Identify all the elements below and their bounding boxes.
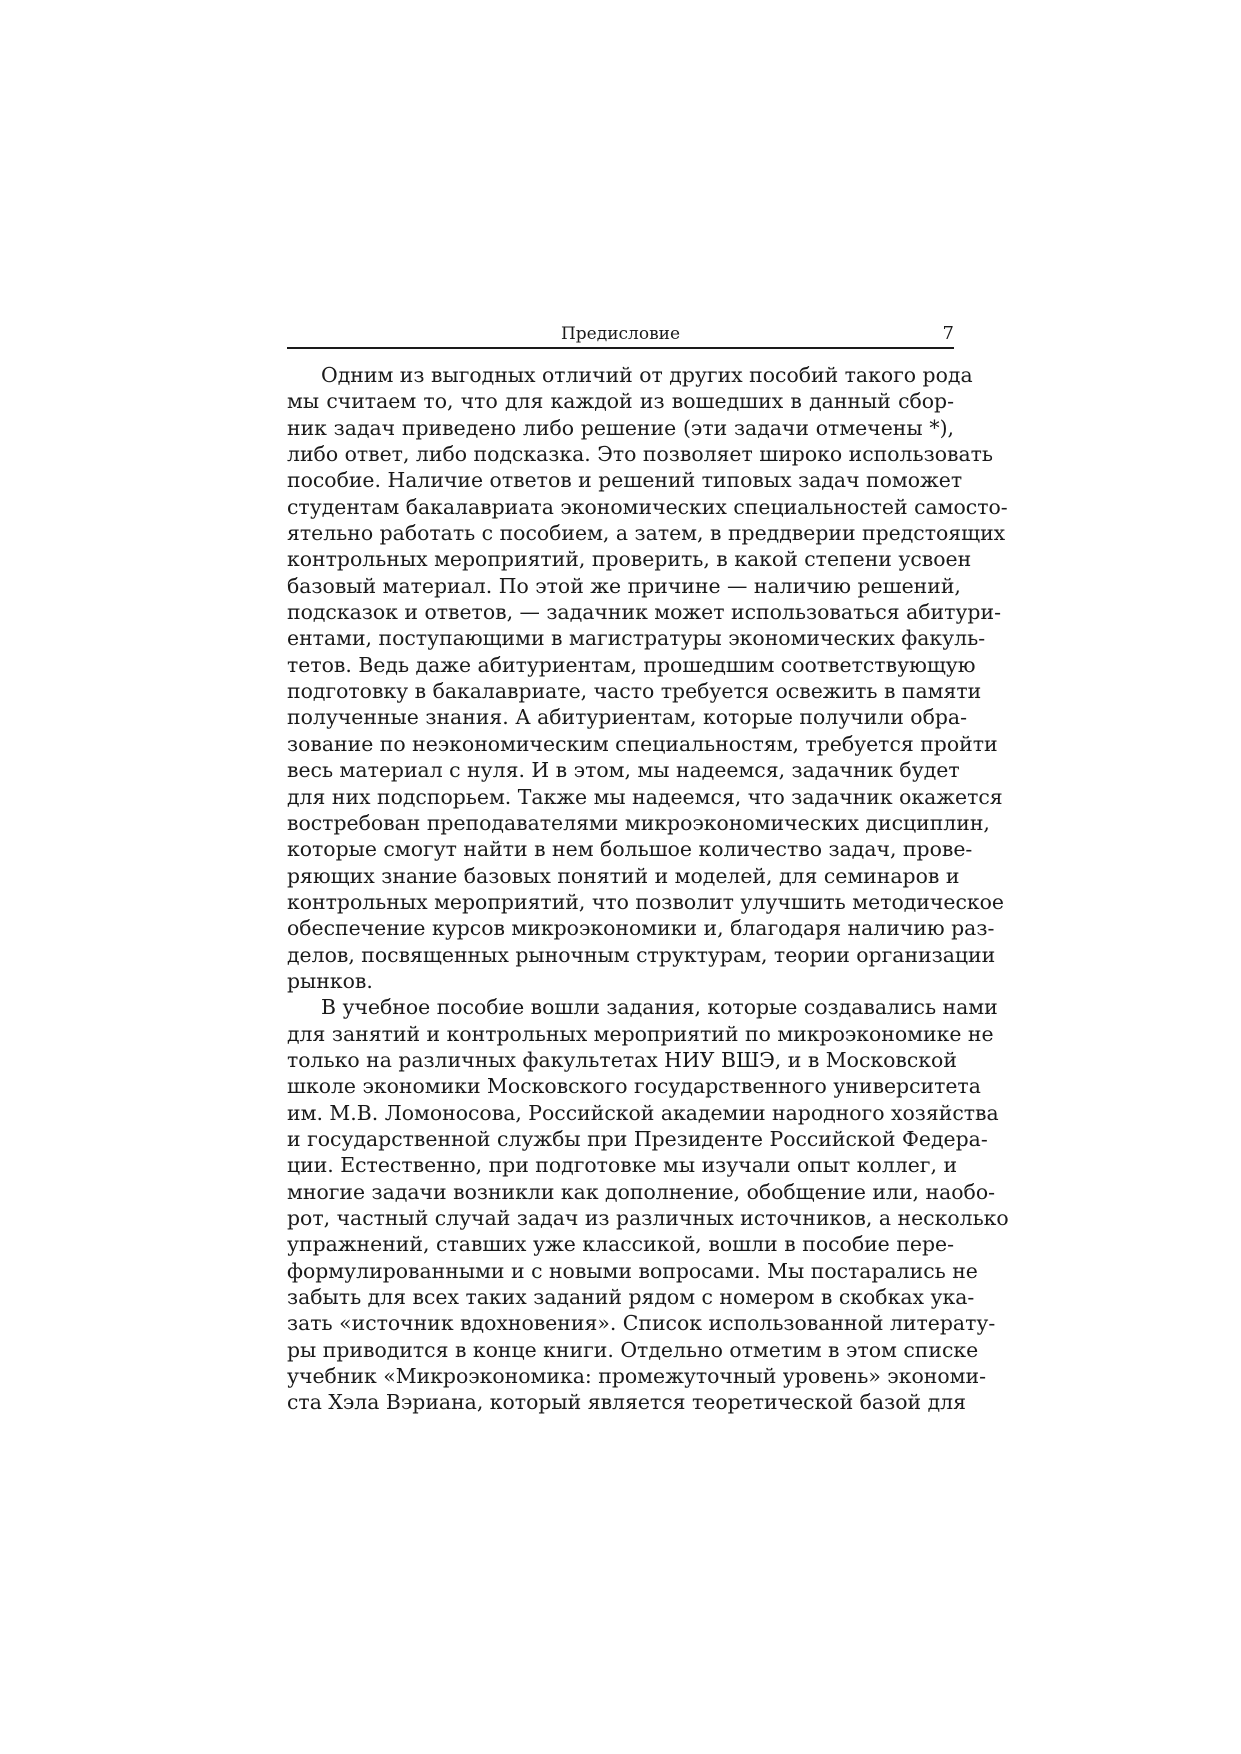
text-line: подготовку в бакалавриате, часто требуется освежить в памяти bbox=[287, 679, 982, 704]
text-line: им. М.В. Ломоносова, Российской академии народного хозяйства bbox=[287, 1100, 999, 1125]
text-line: мы считаем то, что для каждой из вошедших в данный сбор- bbox=[287, 389, 954, 414]
text-line: весь материал с нуля. И в этом, мы надеемся, задачник будет bbox=[287, 758, 960, 783]
running-title: Предисловие bbox=[560, 324, 681, 344]
text-line: упражнений, ставших уже классикой, вошли в пособие пере- bbox=[287, 1232, 954, 1257]
text-line: ник задач приведено либо решение (эти задачи отмечены *), bbox=[287, 415, 954, 440]
text-line: востребован преподавателями микроэкономических дисциплин, bbox=[287, 810, 990, 835]
text-line: многие задачи возникли как дополнение, обобщение или, наобо- bbox=[287, 1179, 995, 1204]
text-line: только на различных факультетах НИУ ВШЭ, и в Московской bbox=[287, 1047, 957, 1072]
text-line: зать «источник вдохновения». Список использованной литерату- bbox=[287, 1311, 996, 1336]
text-line: ряющих знание базовых понятий и моделей, для семинаров и bbox=[287, 863, 960, 888]
text-line: ентами, поступающими в магистратуры экономических факуль- bbox=[287, 626, 986, 651]
text-line: студентам бакалавриата экономических специальностей самосто- bbox=[287, 494, 1008, 519]
text-line: ры приводится в конце книги. Отдельно отметим в этом списке bbox=[287, 1337, 979, 1362]
text-line: для занятий и контрольных мероприятий по микроэкономике не bbox=[287, 1021, 994, 1046]
text-line: школе экономики Московского государственного университета bbox=[287, 1074, 981, 1099]
text-line: либо ответ, либо подсказка. Это позволяет широко использовать bbox=[287, 442, 993, 467]
text-line: ции. Естественно, при подготовке мы изучали опыт коллег, и bbox=[287, 1153, 958, 1178]
text-line: рот, частный случай задач из различных источников, а несколько bbox=[287, 1206, 1009, 1230]
text-line: Одним из выгодных отличий от других пособий такого рода bbox=[321, 363, 973, 387]
body-text bbox=[287, 362, 1009, 1416]
text-line: контрольных мероприятий, проверить, в какой степени усвоен bbox=[287, 547, 972, 572]
text-line: обеспечение курсов микроэкономики и, благодаря наличию раз- bbox=[287, 916, 995, 941]
text-line: базовый материал. По этой же причине — наличию решений, bbox=[287, 573, 961, 598]
paragraph bbox=[287, 362, 1008, 994]
text-line: и государственной службы при Президенте Российской Федера- bbox=[287, 1126, 988, 1151]
text-line: тетов. Ведь даже абитуриентам, прошедшим соответствующую bbox=[287, 652, 976, 677]
text-line: зование по неэкономическим специальностям, требуется пройти bbox=[287, 731, 998, 756]
page-number: 7 bbox=[942, 323, 954, 344]
text-line: ятельно работать с пособием, а затем, в преддверии предстоящих bbox=[287, 521, 1006, 546]
text-line: делов, посвященных рыночным структурам, теории организации bbox=[287, 942, 996, 967]
text-line: В учебное пособие вошли задания, которые создавались нами bbox=[321, 995, 998, 1020]
text-line: пособие. Наличие ответов и решений типовых задач поможет bbox=[287, 468, 963, 493]
text-line: контрольных мероприятий, что позволит улучшить методическое bbox=[287, 889, 1004, 914]
text-line: забыть для всех таких заданий рядом с номером в скобках ука- bbox=[287, 1285, 975, 1310]
text-line: учебник «Микроэкономика: промежуточный уровень» экономи- bbox=[287, 1364, 986, 1389]
text-line: которые смогут найти в нем большое количество задач, прове- bbox=[287, 837, 973, 862]
text-line: рынков. bbox=[287, 968, 373, 993]
text-line: формулированными и с новыми вопросами. Мы постарались не bbox=[287, 1258, 978, 1283]
text-line: ста Хэла Вэриана, который является теоретической базой для bbox=[287, 1390, 966, 1415]
text-line: подсказок и ответов, — задачник может использоваться абитури- bbox=[287, 600, 1001, 625]
text-line: для них подспорьем. Также мы надеемся, что задачник окажется bbox=[287, 784, 1003, 809]
paragraph bbox=[287, 994, 1009, 1416]
page-header bbox=[287, 323, 954, 349]
text-line: полученные знания. А абитуриентам, которые получили обра- bbox=[287, 705, 967, 730]
